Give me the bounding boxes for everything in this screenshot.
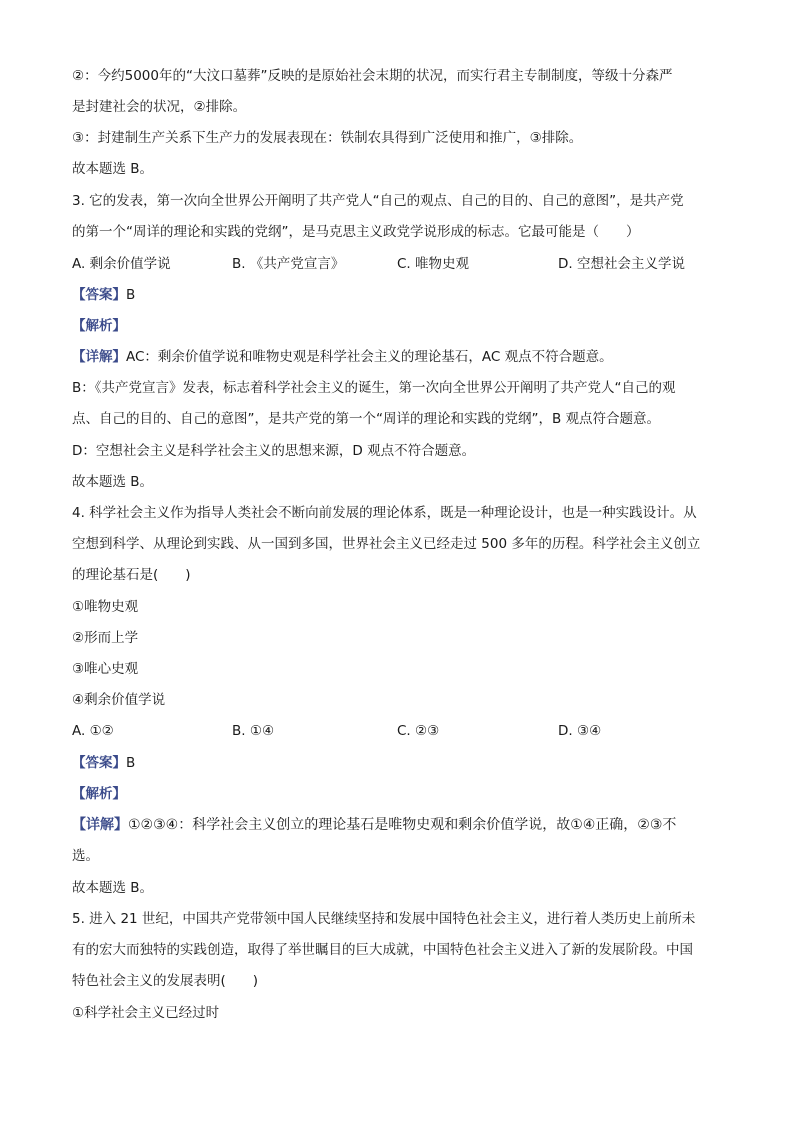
q3-detail: B：《共产党宣言》发表，标志着科学社会主义的诞生，第一次向全世界公开阐明了共产党人“自己的观 <box>72 380 676 396</box>
answer-label: 【答案】 <box>72 755 126 771</box>
q3-detail: D：空想社会主义是科学社会主义的思想来源，D 观点不符合题意。 <box>72 443 476 459</box>
q4-item: ④剩余价值学说 <box>72 692 166 708</box>
question-3-stem: 3. 它的发表，第一次向全世界公开阐明了共产党人“自己的观点、自己的目的、自己的意图”，是共产党 <box>72 193 684 209</box>
text-line: 故本题选 B。 <box>72 161 154 177</box>
q4-answer <box>72 753 135 773</box>
q3-detail: 【详解】AC：剩余价值学说和唯物史观是科学社会主义的理论基石，AC 观点不符合题意。 <box>72 349 613 365</box>
q3-option-b: B. 《共产党宣言》 <box>232 256 345 272</box>
q4-detail: 【详解】①②③④：科学社会主义创立的理论基石是唯物史观和剩余价值学说，故①④正确，②③不 <box>72 817 677 833</box>
text-line: ②：今约5000年的“大汶口墓葬”反映的是原始社会末期的状况，而实行君主专制制度，等级十分森严 <box>72 68 673 84</box>
question-4-stem: 的理论基石是( ) <box>72 567 191 583</box>
analysis-label: 【解析】 <box>72 786 126 802</box>
q3-analysis-label <box>72 316 126 336</box>
q4-option-c: C. ②③ <box>397 723 440 739</box>
q4-option-a: A. ①② <box>72 723 114 739</box>
q4-conclusion: 故本题选 B。 <box>72 880 154 896</box>
q3-option-a: A. 剩余价值学说 <box>72 256 171 272</box>
detail-label: 【详解】 <box>72 817 128 833</box>
q4-analysis-label <box>72 784 126 804</box>
q3-option-d: D. 空想社会主义学说 <box>558 256 685 272</box>
q4-item: ③唯心史观 <box>72 661 139 677</box>
q3-option-c: C. 唯物史观 <box>397 256 470 272</box>
question-5-stem: 有的宏大而独特的实践创造，取得了举世瞩目的巨大成就，中国特色社会主义进入了新的发展阶段。中国 <box>72 942 693 958</box>
answer-value: B <box>126 287 136 303</box>
question-4-stem: 4. 科学社会主义作为指导人类社会不断向前发展的理论体系，既是一种理论设计，也是一种实践设计。从 <box>72 505 697 521</box>
detail-label: 【详解】 <box>72 349 126 365</box>
q3-detail: 点、自己的目的、自己的意图”，是共产党的第一个“周详的理论和实践的党纲”，B 观点符合题意。 <box>72 411 661 427</box>
question-5-stem: 5. 进入 21 世纪，中国共产党带领中国人民继续坚持和发展中国特色社会主义，进行着人类历史上前所未 <box>72 911 696 927</box>
text-line: 是封建社会的状况，②排除。 <box>72 99 247 115</box>
q4-detail: 选。 <box>72 848 99 864</box>
question-5-stem: 特色社会主义的发展表明( ) <box>72 973 259 989</box>
question-3-stem: 的第一个“周详的理论和实践的党纲”，是马克思主义政党学说形成的标志。它最可能是（ ） <box>72 224 640 240</box>
q3-answer <box>72 285 135 305</box>
q3-conclusion: 故本题选 B。 <box>72 474 154 490</box>
q4-item: ①唯物史观 <box>72 599 139 615</box>
text-line: ③：封建制生产关系下生产力的发展表现在：铁制农具得到广泛使用和推广，③排除。 <box>72 130 583 146</box>
question-4-stem: 空想到科学、从理论到实践、从一国到多国，世界社会主义已经走过 500 多年的历程。科学社会主义创立 <box>72 536 701 552</box>
q4-option-d: D. ③④ <box>558 723 602 739</box>
q5-item: ①科学社会主义已经过时 <box>72 1005 220 1021</box>
q4-option-b: B. ①④ <box>232 723 275 739</box>
answer-label: 【答案】 <box>72 287 126 303</box>
analysis-label: 【解析】 <box>72 318 126 334</box>
q4-item: ②形而上学 <box>72 630 139 646</box>
answer-value: B <box>126 755 136 771</box>
